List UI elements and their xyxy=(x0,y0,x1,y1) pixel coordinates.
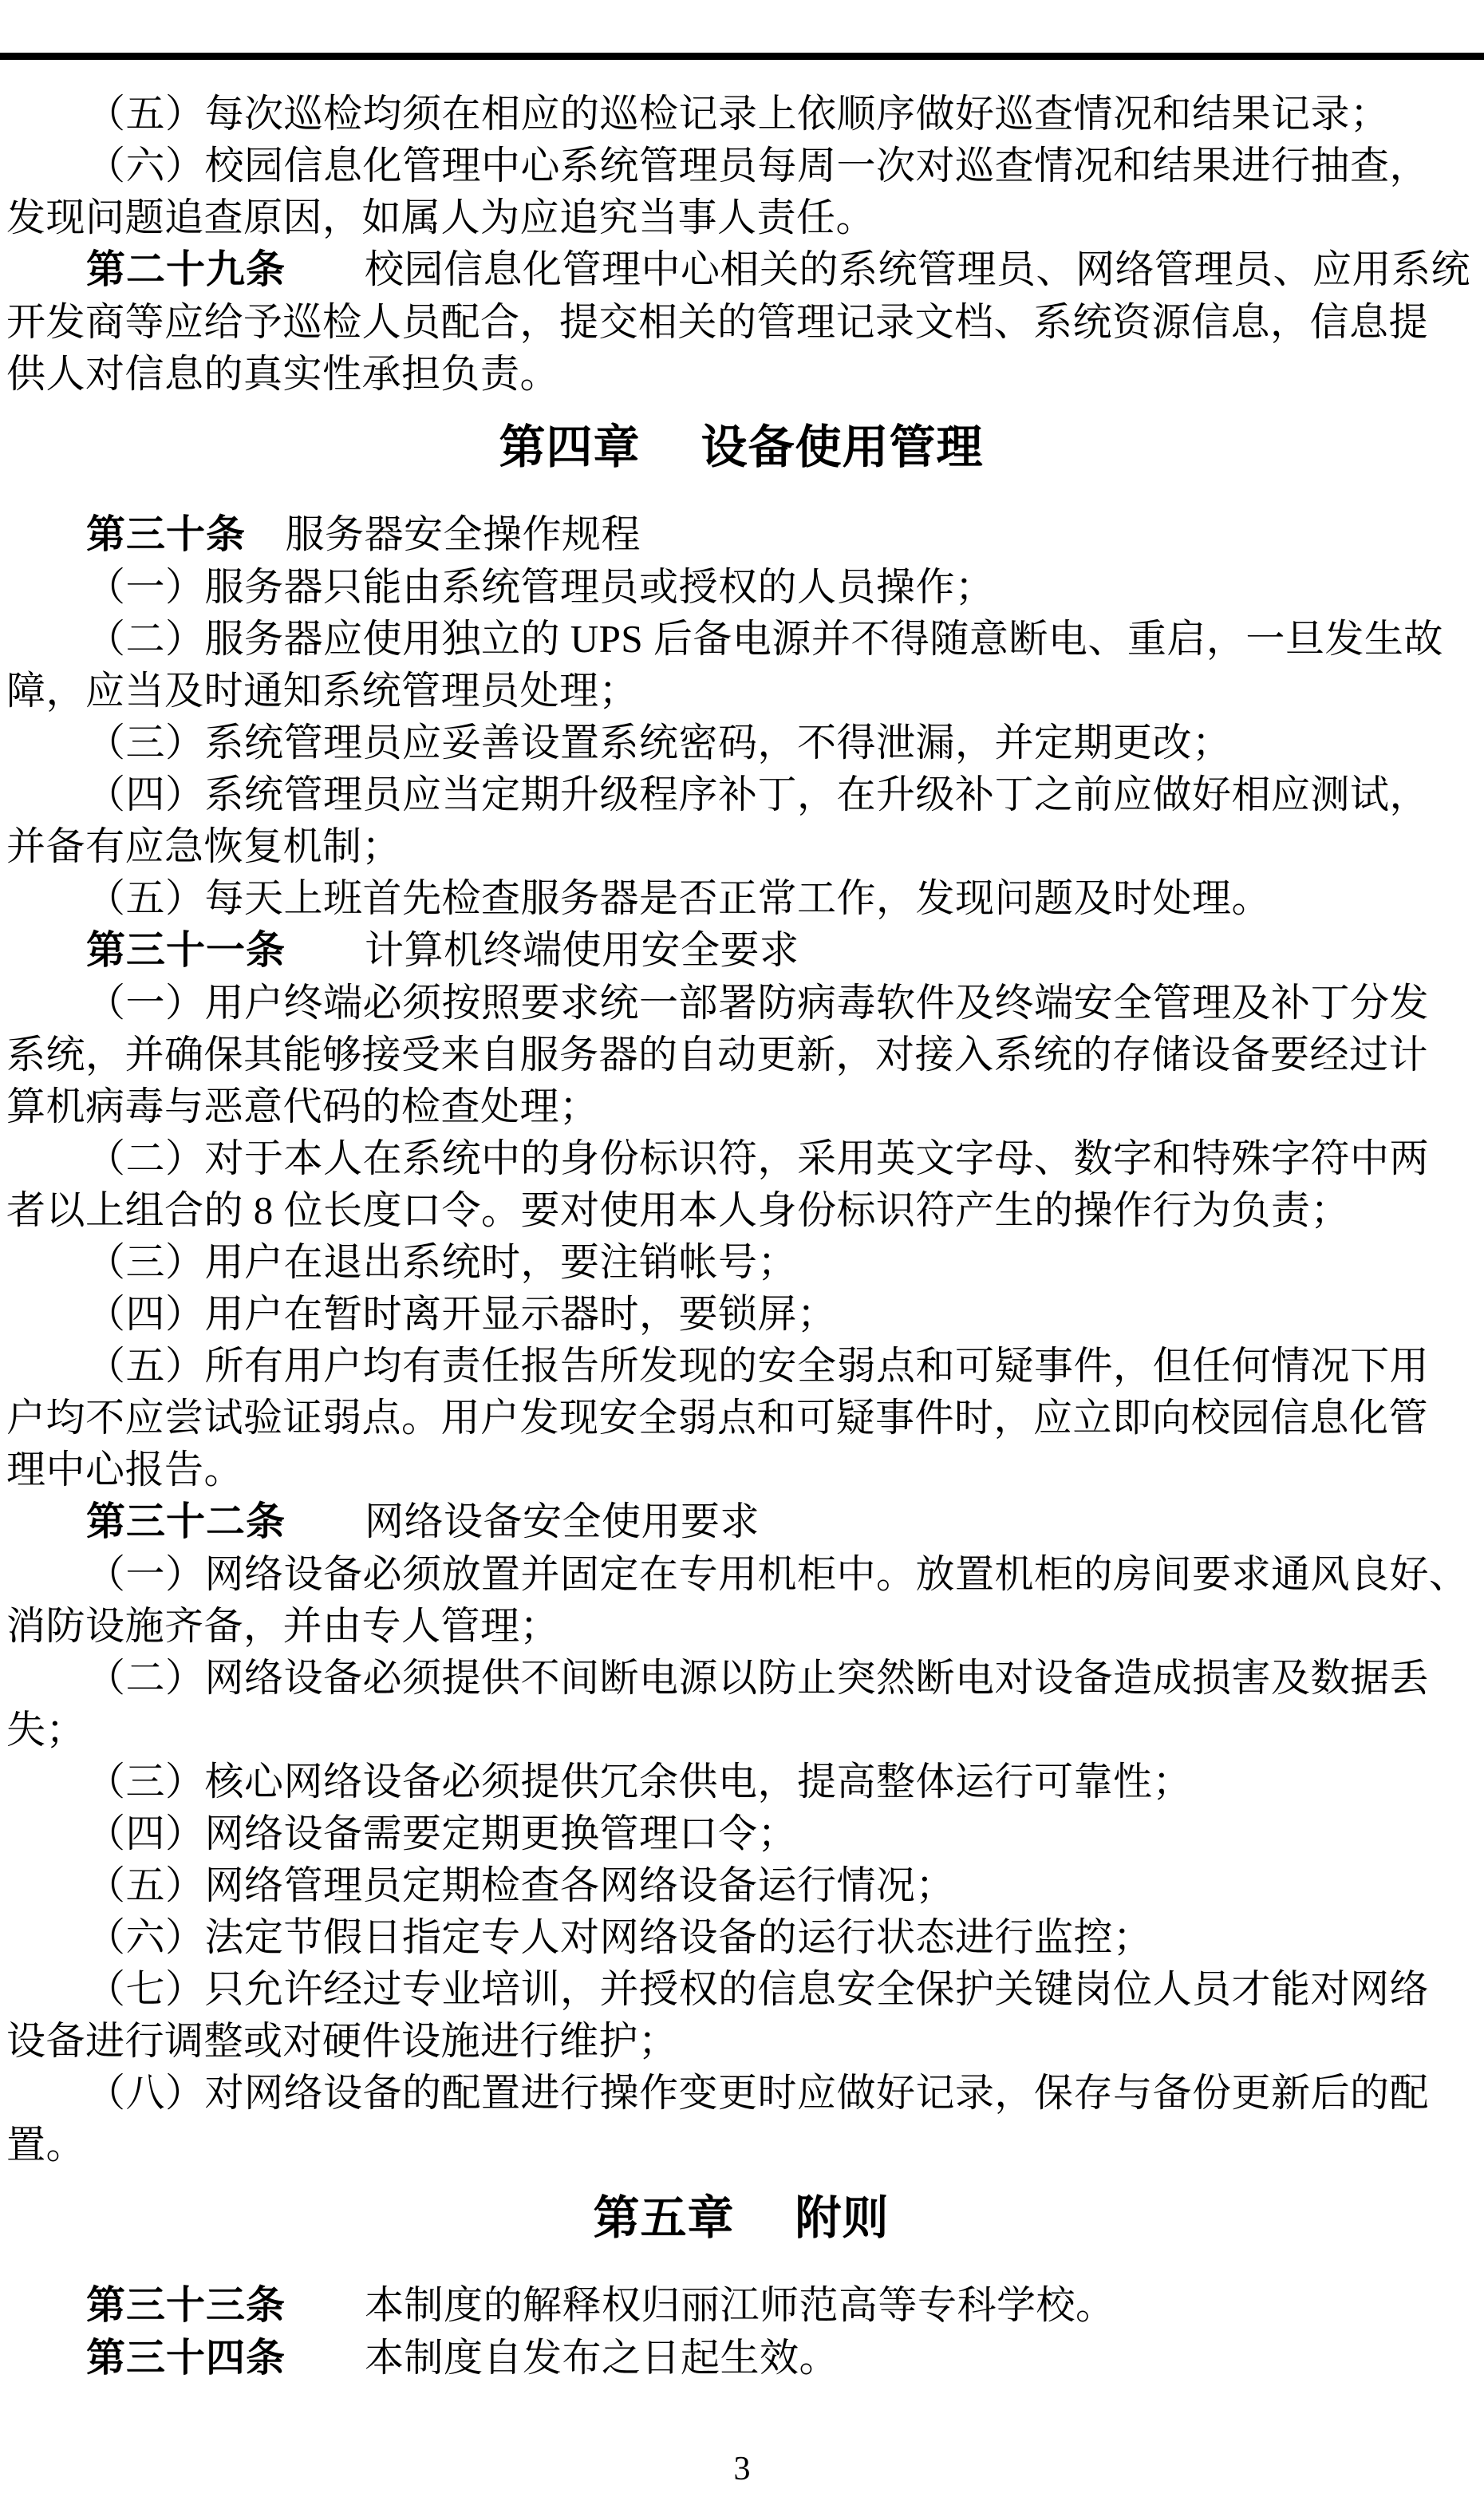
text-line xyxy=(6,613,1476,665)
text-line xyxy=(6,508,1476,561)
text-line xyxy=(6,1548,1476,1600)
text-line xyxy=(6,665,1476,717)
text-segment: 置。 xyxy=(6,2123,86,2167)
text-line xyxy=(6,977,1476,1029)
text-line xyxy=(6,768,1476,820)
text-segment: （四）网络设备需要定期更换管理口令； xyxy=(86,1812,798,1855)
page-number: 3 xyxy=(733,2451,751,2487)
text-segment: （二）对于本人在系统中的身份标识符，采用英文字母、数字和特殊字符中两 xyxy=(86,1136,1430,1180)
text-segment: （八）对网络设备的配置进行操作变更时应做好记录，保存与备份更新后的配 xyxy=(86,2071,1430,2115)
text-segment: （一）用户终端必须按照要求统一部署防病毒软件及终端安全管理及补丁分发 xyxy=(86,981,1430,1025)
text-line xyxy=(6,717,1476,768)
text-segment: （三）用户在退出系统时，要注销帐号； xyxy=(86,1240,798,1284)
text-line xyxy=(6,243,1476,296)
text-segment: 理中心报告。 xyxy=(6,1448,244,1492)
text-line xyxy=(6,1288,1476,1340)
text-segment: 发现问题追查原因，如属人为应追究当事人责任。 xyxy=(6,196,876,239)
text-line xyxy=(6,2067,1476,2119)
text-line xyxy=(6,88,1476,140)
text-line xyxy=(6,2015,1476,2067)
text-line xyxy=(6,192,1476,243)
text-line xyxy=(6,2279,1476,2332)
text-line xyxy=(6,924,1476,977)
text-line xyxy=(6,1808,1476,1859)
text-line xyxy=(6,1340,1476,1392)
text-segment: 设备进行调整或对硬件设施进行维护； xyxy=(6,2019,678,2063)
text-segment: 本制度的解释权归丽江师范高等专科学校。 xyxy=(286,2283,1115,2327)
text-segment: 服务器安全操作规程 xyxy=(246,512,641,556)
text-segment: 系统，并确保其能够接受来自服务器的自动更新，对接入系统的存储设备要经过计 xyxy=(6,1033,1429,1077)
text-segment: （二）网络设备必须提供不间断电源以防止突然断电对设备造成损害及数据丢 xyxy=(86,1656,1430,1700)
text-line xyxy=(6,2332,1476,2384)
text-segment: 第四章 设备使用管理 xyxy=(499,421,984,473)
text-segment: （三）核心网络设备必须提供冗余供电，提高整体运行可靠性； xyxy=(86,1760,1193,1804)
text-line xyxy=(6,1859,1476,1911)
text-line xyxy=(6,1911,1476,1963)
text-line xyxy=(6,1963,1476,2015)
text-line xyxy=(6,1392,1476,1444)
article-number: 第三十三条 xyxy=(86,2284,286,2327)
text-segment: （五）每天上班首先检查服务器是否正常工作，发现问题及时处理。 xyxy=(86,876,1272,920)
text-segment: 本制度自发布之日起生效。 xyxy=(286,2336,839,2380)
article-number: 第三十二条 xyxy=(86,1500,286,1543)
header-rule xyxy=(0,53,1484,60)
text-segment: 算机病毒与恶意代码的检查处理； xyxy=(6,1085,599,1128)
text-segment: （六）校园信息化管理中心系统管理员每周一次对巡查情况和结果进行抽查， xyxy=(86,144,1430,188)
text-line xyxy=(6,1756,1476,1808)
text-segment: 校园信息化管理中心相关的系统管理员、网络管理员、应用系统 xyxy=(286,247,1471,291)
text-segment: （一）网络设备必须放置并固定在专用机柜中。放置机柜的房间要求通风良好、 xyxy=(86,1552,1469,1596)
text-line xyxy=(6,1132,1476,1184)
text-segment: （四）系统管理员应当定期升级程序补丁，在升级补丁之前应做好相应测试， xyxy=(86,772,1430,816)
text-line xyxy=(6,1652,1476,1704)
text-line xyxy=(6,1236,1476,1288)
text-segment: 第五章 附则 xyxy=(593,2192,890,2244)
text-segment: （五）所有用户均有责任报告所发现的安全弱点和可疑事件，但任何情况下用 xyxy=(86,1344,1430,1388)
article-number: 第三十条 xyxy=(86,513,247,556)
text-segment: （三）系统管理员应妥善设置系统密码，不得泄漏，并定期更改； xyxy=(86,721,1232,765)
text-segment: 并备有应急恢复机制； xyxy=(6,824,402,868)
text-line xyxy=(6,1704,1476,1756)
text-line xyxy=(6,1444,1476,1495)
text-line xyxy=(6,561,1476,613)
article-number: 第三十四条 xyxy=(86,2337,286,2380)
text-segment: 户均不应尝试验证弱点。用户发现安全弱点和可疑事件时，应立即向校园信息化管 xyxy=(6,1396,1429,1440)
text-segment: 网络设备安全使用要求 xyxy=(286,1499,760,1543)
text-segment: 者以上组合的 8 位长度口令。要对使用本人身份标识符产生的操作行为负责； xyxy=(6,1188,1351,1232)
text-segment: （四）用户在暂时离开显示器时，要锁屏； xyxy=(86,1292,837,1336)
text-line xyxy=(6,296,1476,348)
document-body xyxy=(6,62,1476,2384)
text-segment: 开发商等应给予巡检人员配合，提交相关的管理记录文档、系统资源信息，信息提 xyxy=(6,300,1429,344)
text-segment: 供人对信息的真实性承担负责。 xyxy=(6,352,560,396)
text-segment: （二）服务器应使用独立的 UPS 后备电源并不得随意断电、重启，一旦发生故 xyxy=(86,617,1443,661)
page-footer xyxy=(0,2450,1484,2488)
text-segment: （五）每次巡检均须在相应的巡检记录上依顺序做好巡查情况和结果记录； xyxy=(86,92,1390,136)
article-number: 第二十九条 xyxy=(86,248,286,291)
article-number: 第三十一条 xyxy=(86,929,286,972)
text-line xyxy=(6,1600,1476,1652)
text-line xyxy=(6,140,1476,192)
text-line xyxy=(6,2119,1476,2171)
text-line xyxy=(6,1184,1476,1236)
text-segment: 失； xyxy=(6,1708,86,1752)
text-segment: （六）法定节假日指定专人对网络设备的运行状态进行监控； xyxy=(86,1915,1153,1959)
text-segment: （一）服务器只能由系统管理员或授权的人员操作； xyxy=(86,565,995,609)
text-line xyxy=(6,872,1476,924)
text-segment: （七）只允许经过专业培训，并授权的信息安全保护关键岗位人员才能对网络 xyxy=(86,1967,1430,2011)
text-line xyxy=(6,1495,1476,1548)
text-line xyxy=(6,1081,1476,1132)
text-segment: 计算机终端使用安全要求 xyxy=(286,928,799,972)
text-line xyxy=(6,820,1476,872)
chapter-heading xyxy=(6,2188,1476,2249)
chapter-heading xyxy=(6,417,1476,478)
text-segment: （五）网络管理员定期检查各网络设备运行情况； xyxy=(86,1863,956,1907)
text-segment: 障，应当及时通知系统管理员处理； xyxy=(6,669,639,713)
text-line xyxy=(6,1029,1476,1081)
text-line xyxy=(6,348,1476,400)
text-segment: 消防设施齐备，并由专人管理； xyxy=(6,1604,560,1648)
